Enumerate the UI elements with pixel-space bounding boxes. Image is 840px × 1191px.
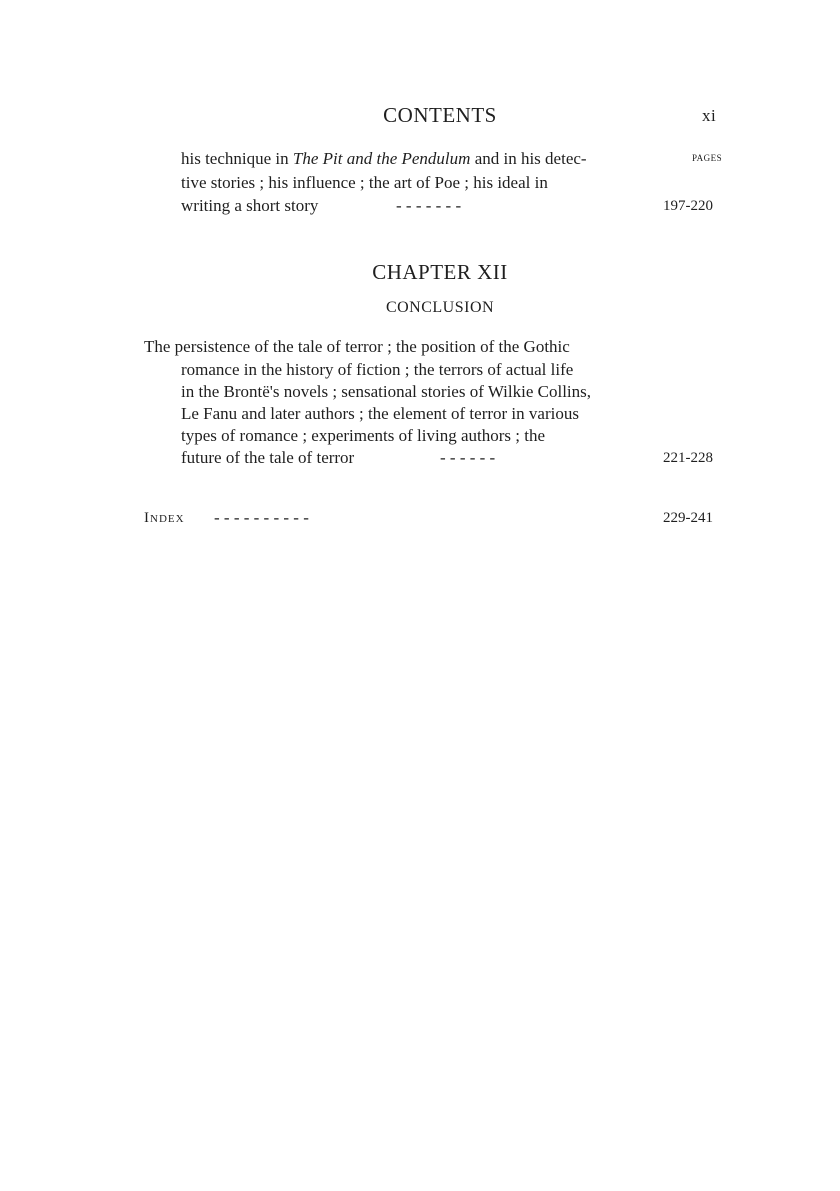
chapter-xii-page-range: 221-228 <box>663 450 713 466</box>
chapter-xii-subtitle: CONCLUSION <box>385 299 495 316</box>
chapter-xi-line-1 <box>181 148 587 170</box>
running-title: CONTENTS <box>383 103 497 127</box>
pages-column-label: PAGES <box>692 153 723 163</box>
chapter-xii-line-5: types of romance ; experiments of living authors ; the <box>181 426 545 445</box>
chapter-xi-line-2: tive stories ; his influence ; the art of Poe ; his ideal in <box>181 173 548 192</box>
chapter-xi-leaders: - - - - - - - <box>396 196 462 215</box>
chapter-xi-title-pit-and-pendulum: The Pit and the Pendulum <box>292 149 471 168</box>
page-folio: xi <box>702 106 717 125</box>
chapter-xi-line-1-text-b: and in his detec- <box>470 149 587 168</box>
chapter-xi-page-range: 197-220 <box>663 198 713 214</box>
chapter-xii-line-2: romance in the history of fiction ; the terrors of actual life <box>181 360 574 379</box>
chapter-xii-heading: CHAPTER XII <box>372 260 508 284</box>
index-entry-label: Index <box>144 510 185 526</box>
chapter-xii-line-6: future of the tale of terror <box>181 448 355 467</box>
index-page-range: 229-241 <box>663 510 713 526</box>
chapter-xi-line-1-text-a: his technique in <box>181 149 293 168</box>
chapter-xii-leaders: - - - - - - <box>440 448 496 467</box>
index-leaders: - - - - - - - - - - <box>214 508 309 527</box>
chapter-xii-line-3: in the Brontë's novels ; sensational stories of Wilkie Collins, <box>181 382 592 401</box>
chapter-xi-line-3: writing a short story <box>181 196 319 215</box>
chapter-xii-line-4: Le Fanu and later authors ; the element of terror in various <box>181 404 579 423</box>
chapter-xii-line-1: The persistence of the tale of terror ; the position of the Gothic <box>144 337 570 356</box>
